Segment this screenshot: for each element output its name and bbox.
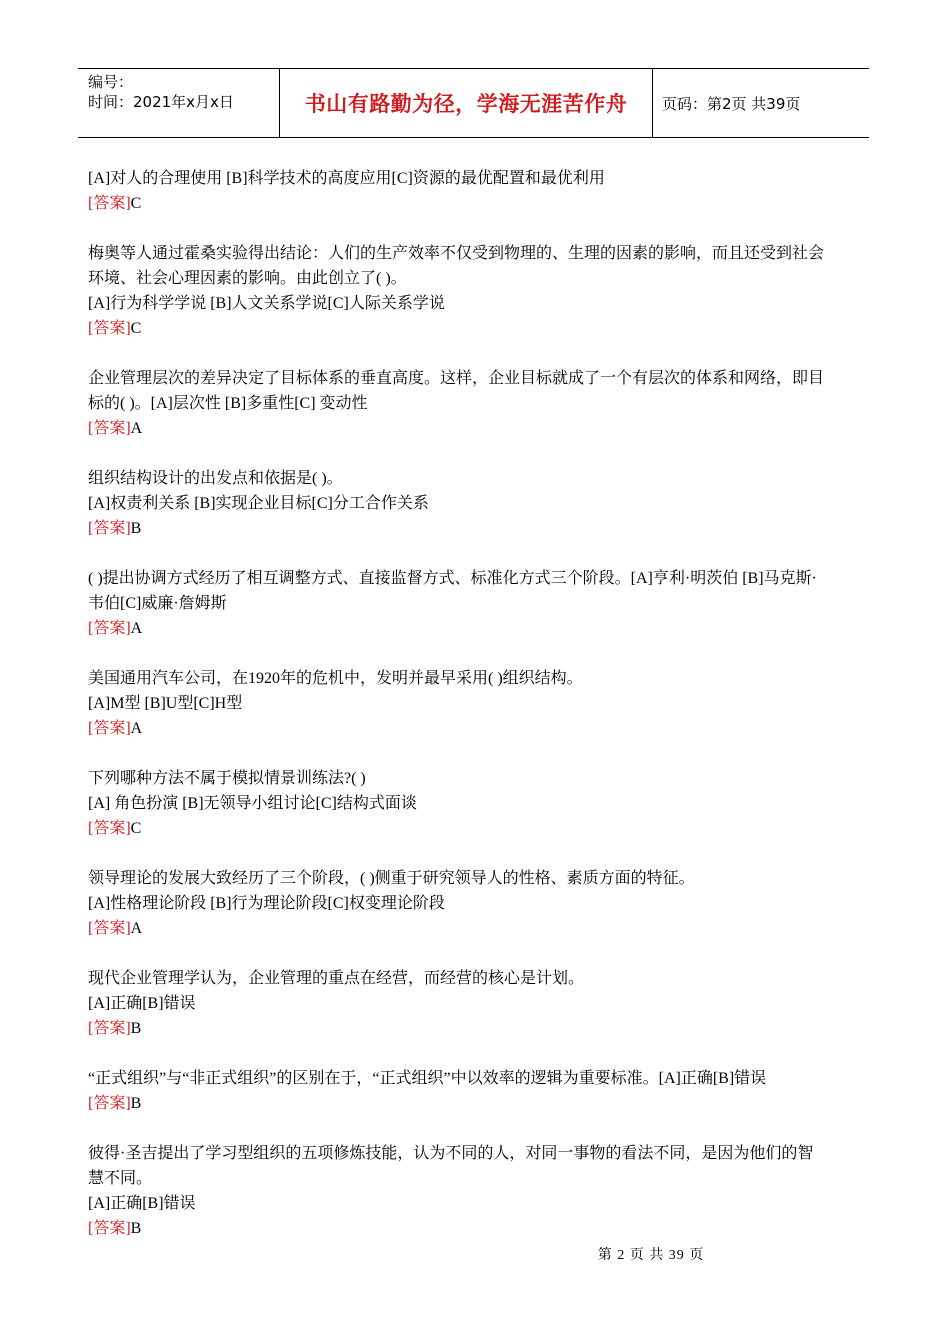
answer-line xyxy=(88,716,866,741)
question-block xyxy=(88,366,866,441)
question-text-line: 美国通用汽车公司，在1920年的危机中，发明并最早采用( )组织结构。 xyxy=(88,670,583,687)
question-block xyxy=(88,966,866,1041)
answer-label: [答案] xyxy=(88,1020,131,1037)
answer-label: [答案] xyxy=(88,920,131,937)
answer-line xyxy=(88,516,866,541)
answer-value: A xyxy=(130,720,143,737)
question-block xyxy=(88,766,866,841)
serial-label: 编号： xyxy=(88,73,134,91)
question-text-line: “正式组织”与“非正式组织”的区别在于，“正式组织”中以效率的逻辑为重要标准。[A]正确[B]错误 xyxy=(88,1070,767,1087)
answer-value: B xyxy=(130,520,142,537)
answer-label: [答案] xyxy=(88,1095,131,1112)
question-text-line: 梅奥等人通过霍桑实验得出结论：人们的生产效率不仅受到物理的、生理的因素的影响，而且还受到社会 xyxy=(88,245,825,262)
question-text-line: [A]对人的合理使用 [B]科学技术的高度应用[C]资源的最优配置和最优利用 xyxy=(88,170,605,187)
answer-label: [答案] xyxy=(88,320,131,337)
answer-value: A xyxy=(130,920,143,937)
answer-line xyxy=(88,616,866,641)
question-text-line: [A]行为科学学说 [B]人文关系学说[C]人际关系学说 xyxy=(88,295,445,312)
answer-label: [答案] xyxy=(88,195,131,212)
answer-line xyxy=(88,1016,866,1041)
page-footer xyxy=(0,1244,950,1264)
answer-value: B xyxy=(130,1220,142,1237)
answer-value: B xyxy=(130,1020,142,1037)
answer-label: [答案] xyxy=(88,620,131,637)
answer-line xyxy=(88,416,866,441)
question-text-line: 组织结构设计的出发点和依据是( )。 xyxy=(88,470,343,487)
footer-page-number: 第 2 页 共 39 页 xyxy=(597,1248,705,1263)
question-text-line: 领导理论的发展大致经历了三个阶段，( )侧重于研究领导人的性格、素质方面的特征。 xyxy=(88,870,695,887)
question-text-line: 韦伯[C]威廉·詹姆斯 xyxy=(88,595,227,612)
answer-value: C xyxy=(130,320,142,337)
answer-value: A xyxy=(130,420,143,437)
answer-line xyxy=(88,191,866,216)
question-text-line: ( )提出协调方式经历了相互调整方式、直接监督方式、标准化方式三个阶段。[A]亨利·明茨伯 [B]马克斯· xyxy=(88,570,817,587)
question-text-line: [A]M型 [B]U型[C]H型 xyxy=(88,695,243,712)
answer-line xyxy=(88,1216,866,1241)
question-text-line: 彼得·圣吉提出了学习型组织的五项修炼技能，认为不同的人，对同一事物的看法不同，是因为他们的智 xyxy=(88,1145,814,1162)
question-block xyxy=(88,1141,866,1241)
time-line: 时间：2021年x月x日 xyxy=(88,93,234,111)
question-block xyxy=(88,166,866,216)
answer-value: B xyxy=(130,1095,142,1112)
question-text-line: [A]性格理论阶段 [B]行为理论阶段[C]权变理论阶段 xyxy=(88,895,445,912)
header-motto: 书山有路勤为径，学海无涯苦作舟 xyxy=(280,69,653,137)
answer-label: [答案] xyxy=(88,1220,131,1237)
question-list xyxy=(88,166,866,1266)
question-block xyxy=(88,241,866,341)
question-block xyxy=(88,666,866,741)
answer-line xyxy=(88,916,866,941)
question-block xyxy=(88,566,866,641)
question-text-line: 下列哪种方法不属于模拟情景训练法?( ) xyxy=(88,770,366,787)
question-block xyxy=(88,466,866,541)
question-text-line: 标的( )。[A]层次性 [B]多重性[C] 变动性 xyxy=(88,395,368,412)
answer-line xyxy=(88,316,866,341)
question-text-line: [A]正确[B]错误 xyxy=(88,995,196,1012)
answer-line xyxy=(88,1091,866,1116)
question-block xyxy=(88,866,866,941)
question-text-line: 企业管理层次的差异决定了目标体系的垂直高度。这样，企业目标就成了一个有层次的体系和网络，即目 xyxy=(88,370,825,387)
page-header xyxy=(78,68,869,138)
answer-line xyxy=(88,816,866,841)
question-text-line: 慧不同。 xyxy=(88,1170,153,1187)
question-text-line: [A] 角色扮演 [B]无领导小组讨论[C]结构式面谈 xyxy=(88,795,417,812)
question-block xyxy=(88,1066,866,1116)
question-text-line: 现代企业管理学认为，企业管理的重点在经营，而经营的核心是计划。 xyxy=(88,970,585,987)
header-page-info: 页码：第2页 共39页 xyxy=(662,94,801,113)
answer-label: [答案] xyxy=(88,420,131,437)
question-text-line: [A]权责利关系 [B]实现企业目标[C]分工合作关系 xyxy=(88,495,429,512)
question-text-line: [A]正确[B]错误 xyxy=(88,1195,196,1212)
answer-value: C xyxy=(130,820,142,837)
answer-label: [答案] xyxy=(88,520,131,537)
question-text-line: 环境、社会心理因素的影响。由此创立了( )。 xyxy=(88,270,407,287)
answer-label: [答案] xyxy=(88,720,131,737)
header-info xyxy=(78,69,280,137)
answer-value: A xyxy=(130,620,143,637)
answer-label: [答案] xyxy=(88,820,131,837)
answer-value: C xyxy=(130,195,142,212)
